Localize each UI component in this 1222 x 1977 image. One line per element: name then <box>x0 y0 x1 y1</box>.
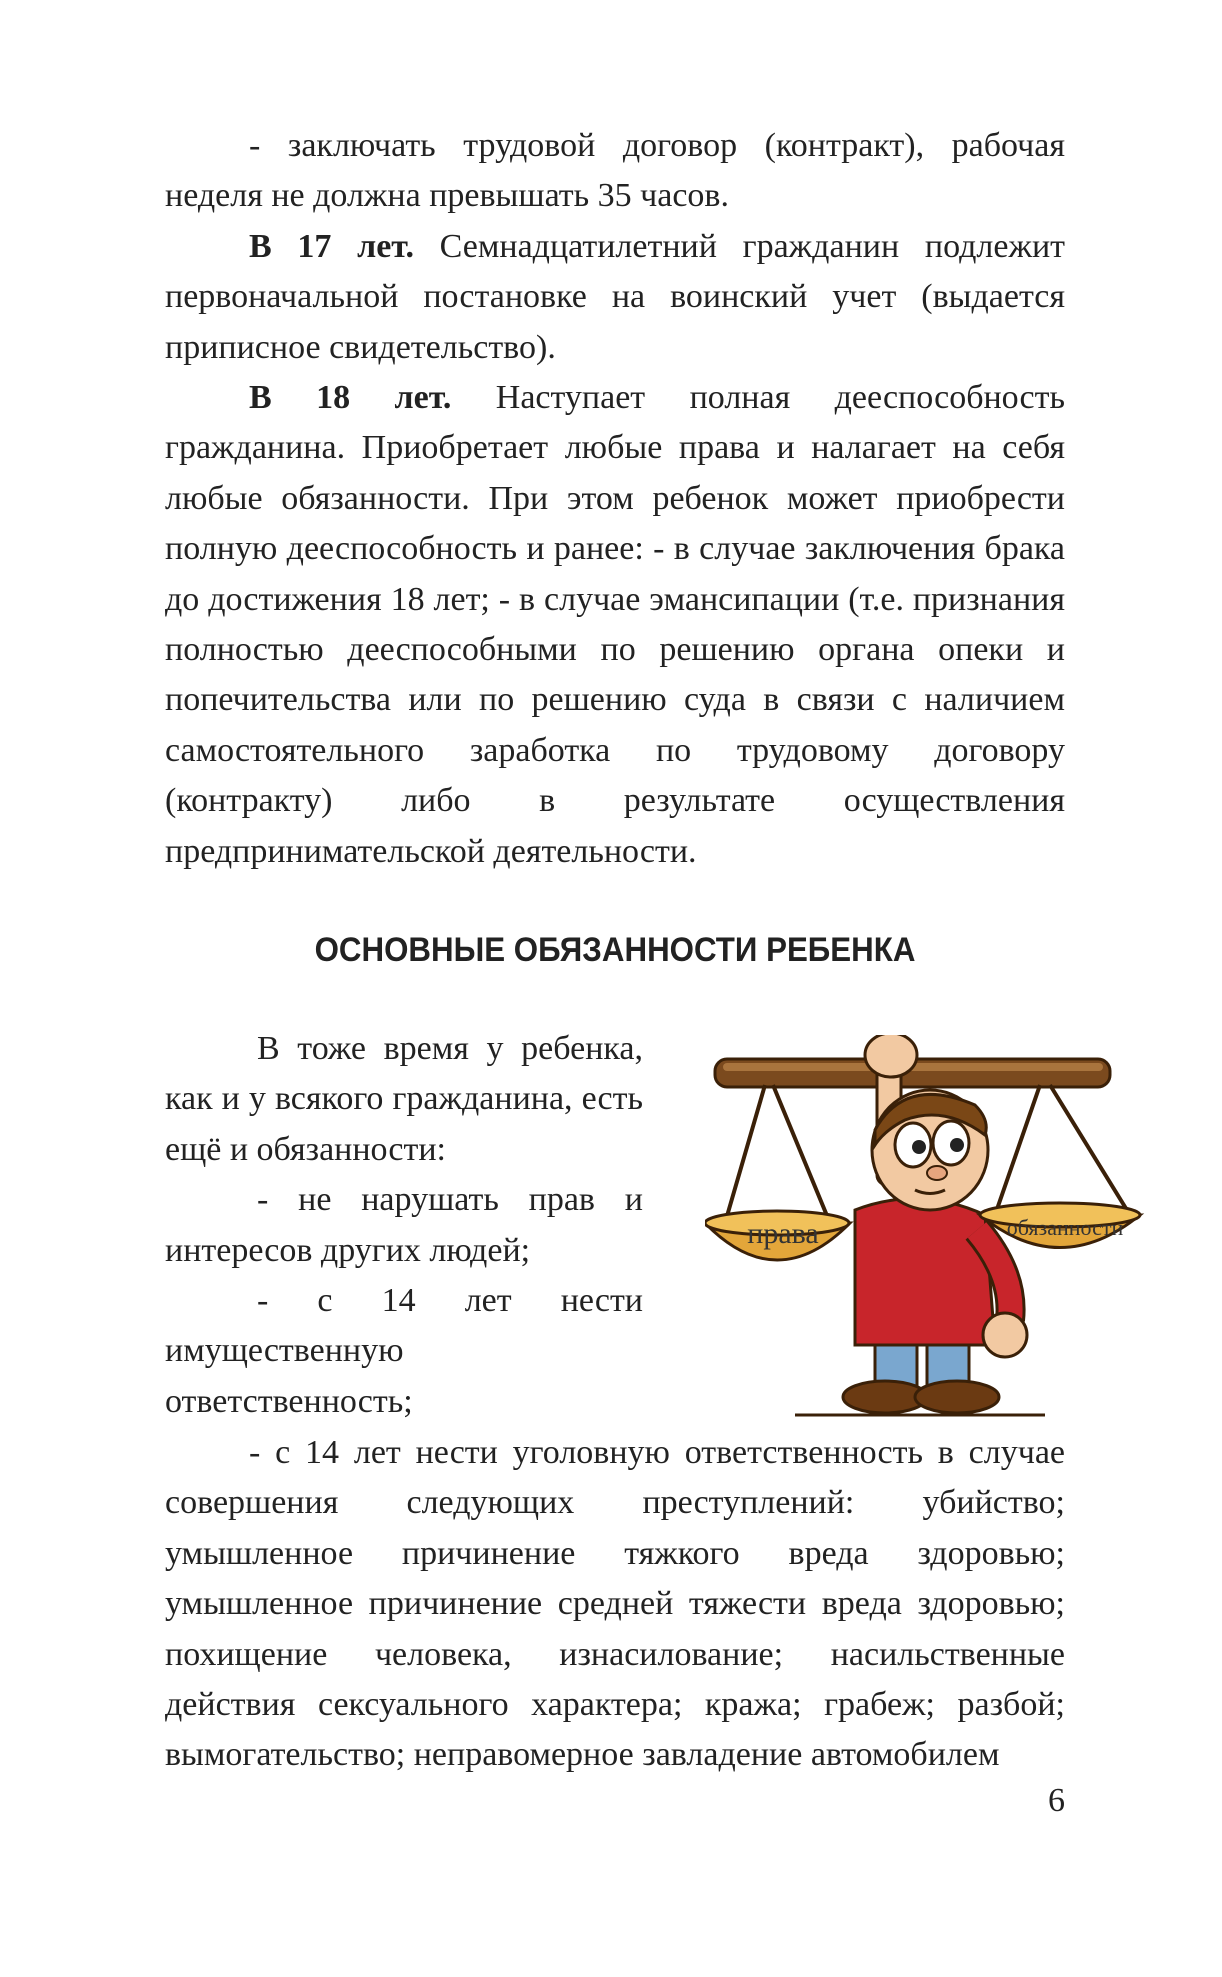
age-17-label: В 17 лет. <box>249 227 414 265</box>
right-pan-label: обязанности <box>1006 1215 1124 1240</box>
page-number: 6 <box>1048 1782 1065 1819</box>
paragraph-age-17: В 17 лет. Семнадцатилетний гражданин подлежит первоначальной постановке на воинский учет (выдается приписное свидетельство). <box>165 227 1065 366</box>
left-text-block <box>165 1024 643 1427</box>
bottom-text-block <box>165 1428 1065 1781</box>
age-18-label: В 18 лет. <box>249 379 452 417</box>
paragraph-duty-respect-rights: - не нарушать прав и интересов других людей; <box>165 1181 643 1269</box>
top-text-block <box>165 121 1065 877</box>
boy-holding-scales-icon <box>705 1035 1165 1423</box>
paragraph-duty-property-liability: - с 14 лет нести имущественную ответственность; <box>165 1282 643 1420</box>
paragraph-labor-contract: - заключать трудовой договор (контракт), рабочая неделя не должна превышать 35 часов. <box>165 127 1065 215</box>
paragraph-criminal-liability: - с 14 лет нести уголовную ответственность в случае совершения следующих преступлений: убийство; умышленное причинение тяжкого вреда здоровью; умышленное причинение средней тяжести вреда здоровью; похищение человека, изнасилование; насильственные действия сексуального характера; кража; грабеж; разбой; вымогательство; неправомерное завладение автомобилем <box>165 1434 1065 1774</box>
left-pan-label: права <box>747 1217 819 1250</box>
paragraph-age-18: В 18 лет. Наступает полная дееспособность гражданина. Приобретает любые права и налагает на себя любые обязанности. При этом ребенок может приобрести полную дееспособность и ранее: - в случае заключения брака до достижения 18 лет; - в случае эмансипации (т.е. признания полностью дееспособными по решению органа опеки и попечительства или по решению суда в связи с наличием самостоятельного заработка по трудовому договору (контракту) либо в результате осуществления предпринимательской деятельности. <box>165 379 1065 870</box>
paragraph-intro-duties: В тоже время у ребенка, как и у всякого гражданина, есть ещё и обязанности: <box>165 1030 643 1168</box>
section-heading: ОСНОВНЫЕ ОБЯЗАННОСТИ РЕБЕНКА <box>314 931 916 969</box>
